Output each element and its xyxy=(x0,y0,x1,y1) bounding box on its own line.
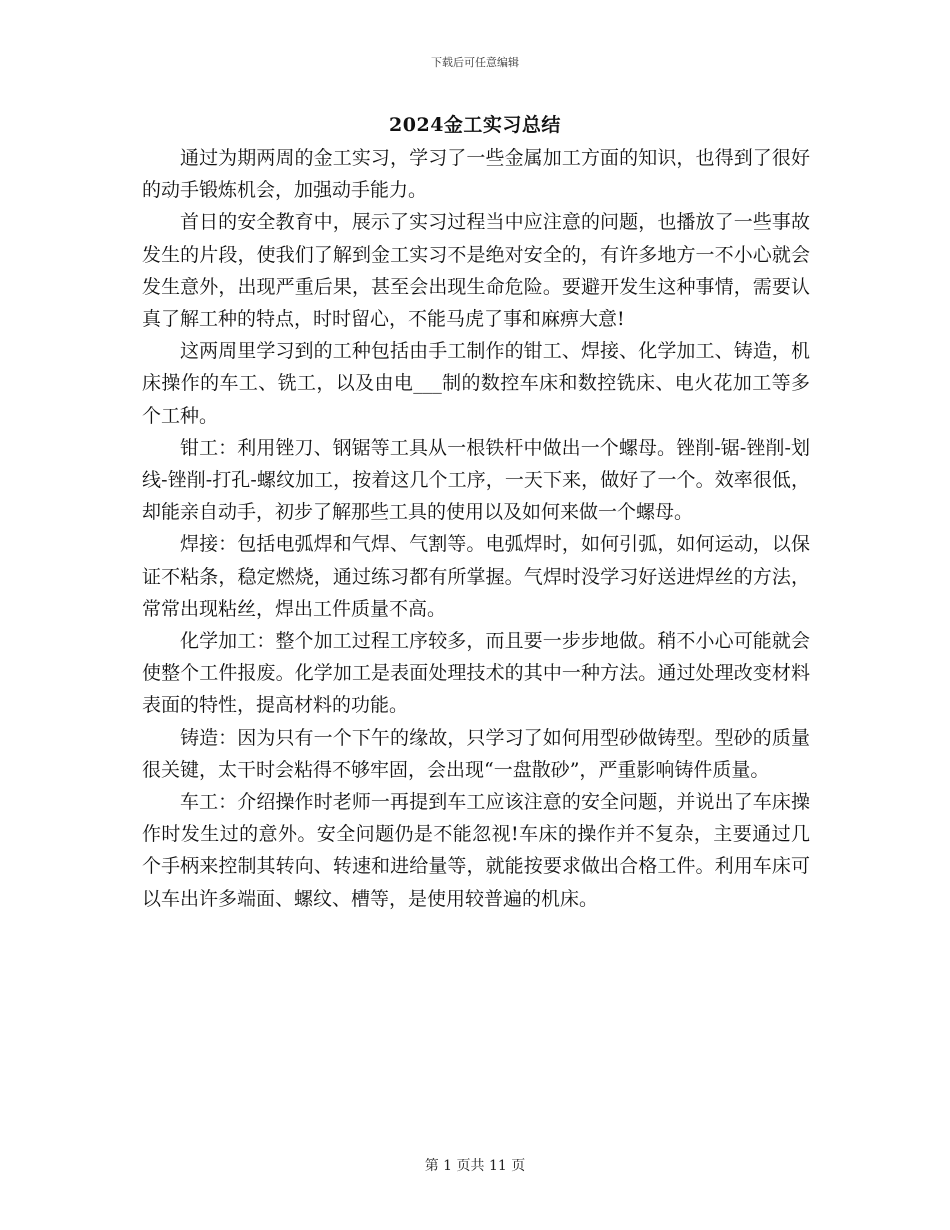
paragraph-chemical-processing: 化学加工：整个加工过程工序较多，而且要一步步地做。稍不小心可能就会使整个工件报废。化学加工是表面处理技术的其中一种方法。通过处理改变材料表面的特性，提高材料的功能。 xyxy=(142,630,810,717)
paragraph-safety-education: 首日的安全教育中，展示了实习过程当中应注意的问题，也播放了一些事故发生的片段，使我们了解到金工实习不是绝对安全的，有许多地方一不小心就会发生意外，出现严重后果，甚至会出现生命危险。要避开发生这种事情，需要认真了解工种的特点，时时留心，不能马虎了事和麻痹大意! xyxy=(142,211,810,331)
document-title: 2024金工实习总结 xyxy=(389,114,561,136)
paragraph-turning: 车工：介绍操作时老师一再提到车工应该注意的安全问题，并说出了车床操作时发生过的意外。安全问题仍是不能忽视!车床的操作并不复杂，主要通过几个手柄来控制其转向、转速和进给量等，就能按要求做出合格工件。利用车床可以车出许多端面、螺纹、槽等，是使用较普遍的机床。 xyxy=(142,791,810,910)
paragraph-intro: 通过为期两周的金工实习，学习了一些金属加工方面的知识，也得到了很好的动手锻炼机会，加强动手能力。 xyxy=(142,147,810,202)
paragraph-fitter: 钳工：利用锉刀、钢锯等工具从一根铁杆中做出一个螺母。锉削-锯-锉削-划线-锉削-打孔-螺纹加工，按着这几个工序，一天下来，做好了一个。效率很低，却能亲自动手，初步了解那些工具的使用以及如何来做一个螺母。 xyxy=(142,436,810,524)
paragraph-trades-overview: 这两周里学习到的工种包括由手工制作的钳工、焊接、化学加工、铸造，机床操作的车工、铣工，以及由电___制的数控车床和数控铣床、电火花加工等多个工种。 xyxy=(142,340,810,427)
header-note: 下载后可任意编辑 xyxy=(431,56,519,69)
page-footer: 第 1 页共 11 页 xyxy=(424,1158,526,1174)
paragraph-casting: 铸造：因为只有一个下午的缘故，只学习了如何用型砂做铸型。型砂的质量很关键，太干时会粘得不够牢固，会出现“一盘散砂”，严重影响铸件质量。 xyxy=(142,726,810,781)
paragraph-welding: 焊接：包括电弧焊和气焊、气割等。电弧焊时，如何引弧，如何运动，以保证不粘条，稳定燃烧，通过练习都有所掌握。气焊时没学习好送进焊丝的方法，常常出现粘丝，焊出工件质量不高。 xyxy=(142,533,810,620)
document-body xyxy=(142,142,810,915)
